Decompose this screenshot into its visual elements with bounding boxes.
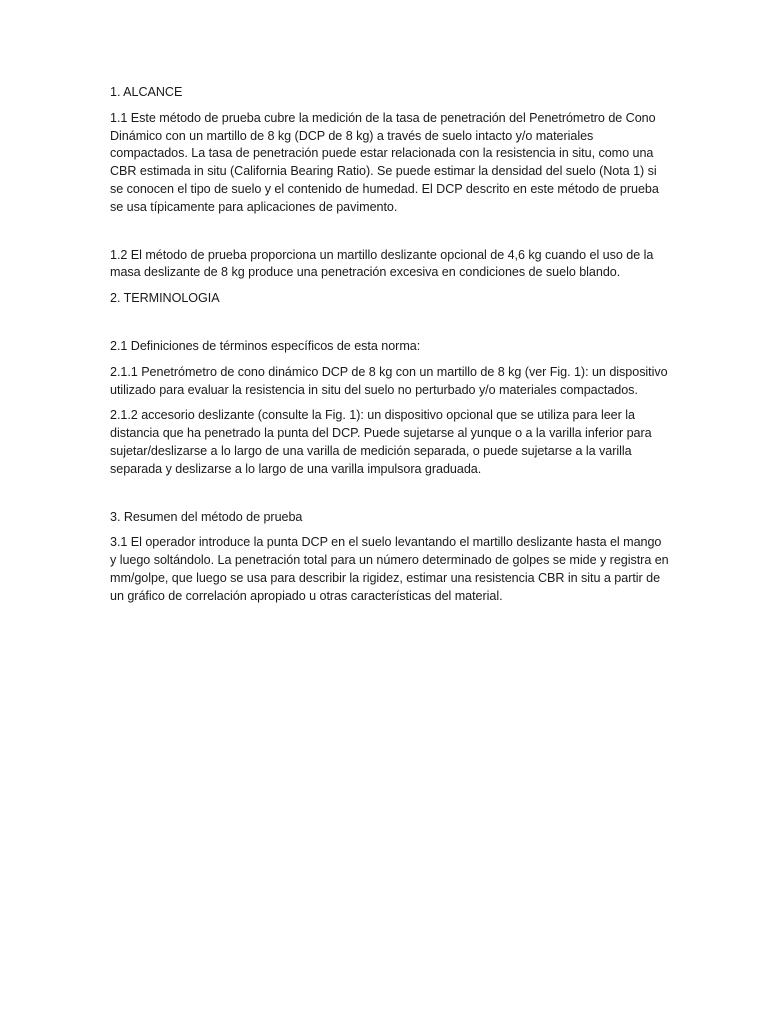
section-heading-alcance: 1. ALCANCE — [110, 85, 183, 99]
section-heading-terminologia: 2. TERMINOLOGIA — [110, 291, 220, 306]
paragraph-2-1: 2.1 Definiciones de términos específicos de esta norma: — [110, 338, 421, 353]
document-page — [110, 84, 670, 606]
paragraph-2-1-1: 2.1.1 Penetrómetro de cono dinámico DCP de 8 kg con un martillo de 8 kg (ver Fig. 1): un dispositivo utilizado para evaluar la resistencia in situ del suelo no perturbado y/o materiales compactados. — [110, 364, 668, 397]
paragraph-1-2: 1.2 El método de prueba proporciona un martillo deslizante opcional de 4,6 kg cuando el uso de la masa deslizante de 8 kg produce una penetración excesiva en condiciones de suelo blando. — [110, 247, 654, 280]
paragraph-2-1-2: 2.1.2 accesorio deslizante (consulte la Fig. 1): un dispositivo opcional que se utiliza para leer la distancia que ha penetrado la punta del DCP. Puede sujetarse al yunque o a la varilla inferior para sujetar/deslizarse a lo largo de una varilla de medición separada, o puede sujetarse a la varilla separada y deslizarse a lo largo de una varilla impulsora graduada. — [110, 408, 652, 476]
paragraph-3-1: 3.1 El operador introduce la punta DCP en el suelo levantando el martillo deslizante hasta el mango y luego soltándolo. La penetración total para un número determinado de golpes se mide y registra en mm/golpe, que luego se usa para describir la rigidez, estimar una resistencia CBR in situ a partir de un gráfico de correlación apropiado u otras características del material. — [110, 535, 669, 603]
paragraph-1-1: 1.1 Este método de prueba cubre la medición de la tasa de penetración del Penetrómetro de Cono Dinámico con un martillo de 8 kg (DCP de 8 kg) a través de suelo intacto y/o materiales compactados. La tasa de penetración puede estar relacionada con la resistencia in situ, como una CBR estimada in situ (California Bearing Ratio). Se puede estimar la densidad del suelo (Nota 1) si se conocen el tipo de suelo y el contenido de humedad. El DCP descrito en este método de prueba se usa típicamente para aplicaciones de pavimento. — [110, 110, 659, 214]
section-heading-resumen: 3. Resumen del método de prueba — [110, 509, 303, 524]
